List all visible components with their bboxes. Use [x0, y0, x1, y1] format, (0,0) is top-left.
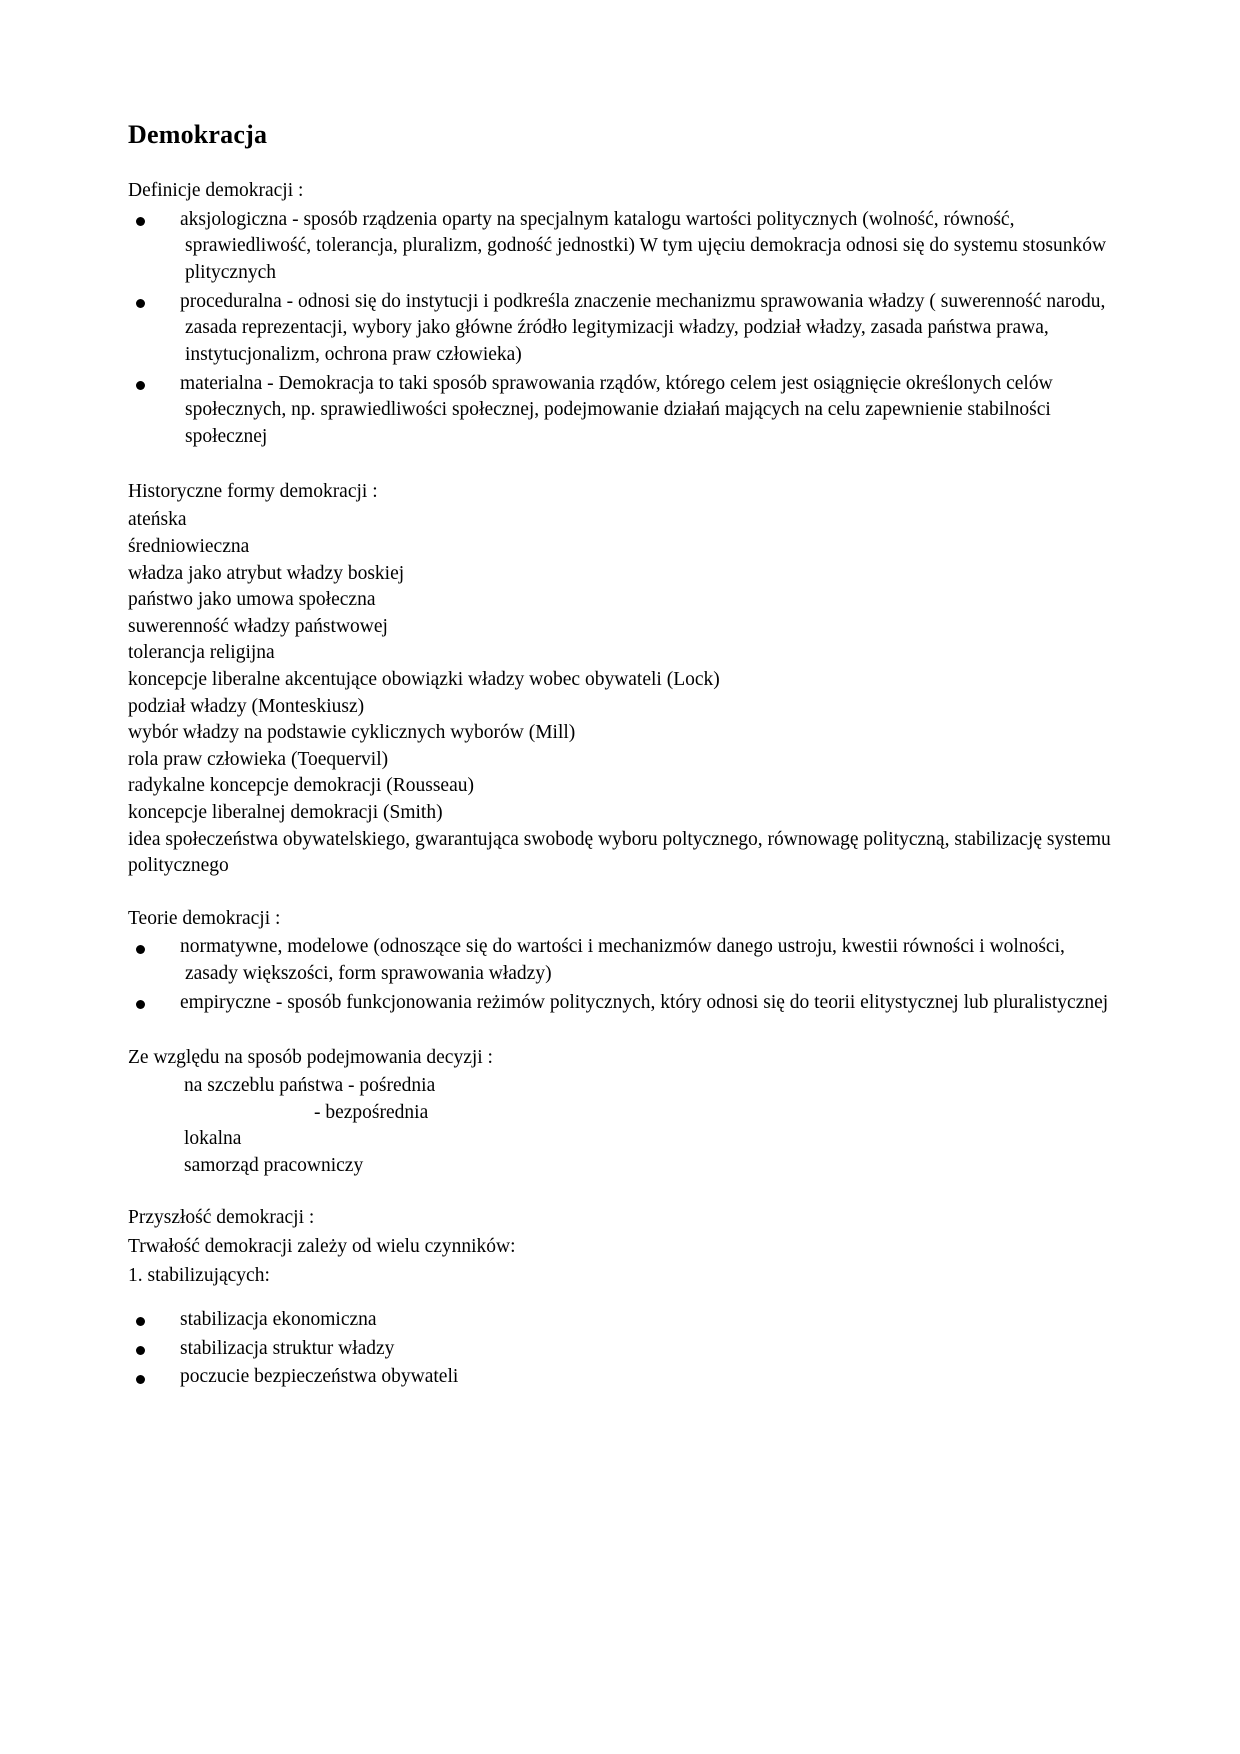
- list-item-text: stabilizacja ekonomiczna: [180, 1309, 377, 1331]
- page-title: Demokracja: [128, 120, 268, 149]
- list-item: [128, 289, 1112, 369]
- future-line-2: 1. stabilizujących:: [128, 1264, 270, 1286]
- list-item: tolerancja religijna: [128, 642, 275, 664]
- list-item: koncepcje liberalnej demokracji (Smith): [128, 802, 443, 824]
- list-item: - bezpośrednia: [314, 1101, 429, 1123]
- list-item: ateńska: [128, 509, 187, 531]
- decision-mode-list: [128, 1073, 1112, 1179]
- bullet-icon: [136, 299, 145, 308]
- theories-heading: Teorie demokracji :: [128, 907, 281, 929]
- bullet-icon: [136, 1000, 145, 1009]
- list-item-text: materialna - Demokracja to taki sposób sprawowania rządów, którego celem jest osiągnięcie określonych celów społecznych, np. sprawiedliwości społecznej, podejmowanie działań mających na celu zapewnienie stabilności społecznej: [180, 372, 1053, 448]
- spacer: [128, 1179, 1112, 1205]
- bullet-icon: [136, 217, 145, 226]
- list-item: rola praw człowieka (Toequervil): [128, 748, 389, 770]
- bullet-icon: [136, 1375, 145, 1384]
- list-item-text: proceduralna - odnosi się do instytucji i podkreśla znaczenie mechanizmu sprawowania władzy ( suwerenność narodu, zasada reprezentacji, wybory jako główne źródło legitymizacji władzy, podział władzy, zasada państwa prawa, instytucjonalizm, ochrona praw człowieka): [180, 290, 1106, 366]
- list-item: radykalne koncepcje demokracji (Rousseau): [128, 775, 474, 797]
- historical-forms-list: [128, 507, 1112, 880]
- list-item: lokalna: [184, 1128, 242, 1150]
- list-item: [128, 990, 1112, 1017]
- definitions-list: [128, 207, 1112, 451]
- list-item: suwerenność władzy państwowej: [128, 615, 388, 637]
- list-item-text: stabilizacja struktur władzy: [180, 1337, 395, 1359]
- future-line-1: Trwałość demokracji zależy od wielu czynników:: [128, 1235, 516, 1257]
- list-item: [128, 1307, 1112, 1334]
- historical-forms-heading: Historyczne formy demokracji :: [128, 480, 378, 502]
- list-item: wybór władzy na podstawie cyklicznych wyborów (Mill): [128, 722, 576, 744]
- bullet-icon: [136, 381, 145, 390]
- list-item-text: normatywne, modelowe (odnoszące się do wartości i mechanizmów danego ustroju, kwestii równości i wolności, zasady większości, form sprawowania władzy): [180, 936, 1065, 985]
- list-item: na szczeblu państwa - pośrednia: [184, 1075, 436, 1097]
- list-item: [128, 934, 1112, 987]
- spacer: [128, 1291, 1112, 1305]
- list-item-text: poczucie bezpieczeństwa obywateli: [180, 1366, 459, 1388]
- list-item: władza jako atrybut władzy boskiej: [128, 562, 405, 584]
- decision-mode-heading: Ze względu na sposób podejmowania decyzji :: [128, 1046, 493, 1068]
- list-item: państwo jako umowa społeczna: [128, 589, 376, 611]
- list-item-text: empiryczne - sposób funkcjonowania reżimów politycznych, który odnosi się do teorii elitystycznej lub pluralistycznej: [180, 991, 1109, 1013]
- list-item: średniowieczna: [128, 535, 250, 557]
- spacer: [128, 1019, 1112, 1045]
- theories-list: [128, 934, 1112, 1016]
- list-item: [128, 207, 1112, 287]
- stabilizing-factors-list: [128, 1307, 1112, 1391]
- bullet-icon: [136, 945, 145, 954]
- list-item: idea społeczeństwa obywatelskiego, gwarantująca swobodę wyboru poltycznego, równowagę polityczną, stabilizację systemu politycznego: [128, 828, 1111, 877]
- list-item: [128, 1364, 1112, 1391]
- bullet-icon: [136, 1317, 145, 1326]
- list-item: [128, 1336, 1112, 1363]
- spacer: [128, 453, 1112, 479]
- future-heading: Przyszłość demokracji :: [128, 1207, 315, 1229]
- list-item-text: aksjologiczna - sposób rządzenia oparty na specjalnym katalogu wartości politycznych (wolność, równość, sprawiedliwość, tolerancja, pluralizm, godność jednostki) W tym ujęciu demokracja odnosi się do systemu stosunków plitycznych: [180, 208, 1107, 283]
- list-item: samorząd pracowniczy: [184, 1154, 364, 1176]
- list-item: podział władzy (Monteskiusz): [128, 695, 365, 717]
- list-item: koncepcje liberalne akcentujące obowiązki władzy wobec obywateli (Lock): [128, 669, 720, 691]
- bullet-icon: [136, 1346, 145, 1355]
- spacer: [128, 880, 1112, 906]
- list-item: [128, 371, 1112, 451]
- definitions-heading: Definicje demokracji :: [128, 180, 304, 201]
